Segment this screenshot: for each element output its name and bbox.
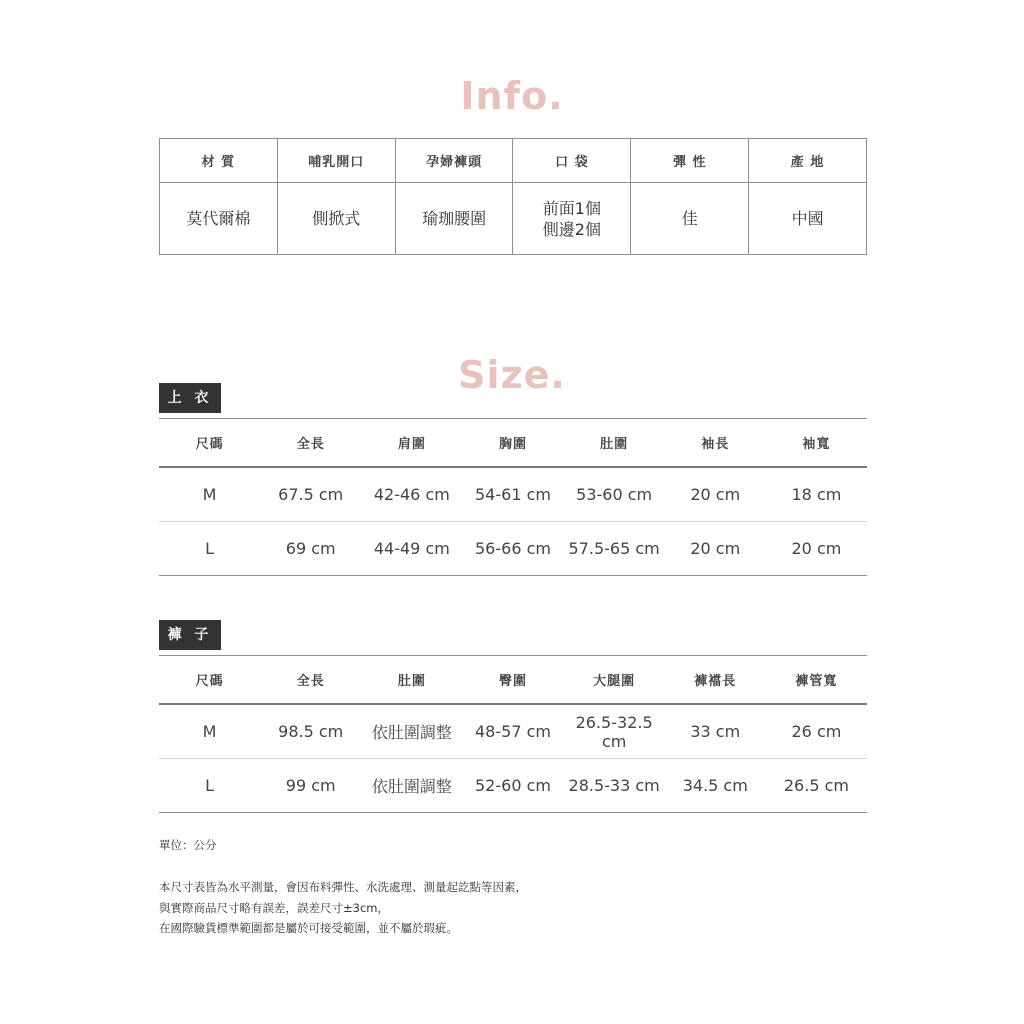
info-header-origin: 產 地 xyxy=(749,139,867,183)
top-header-chest: 胸圍 xyxy=(462,419,563,468)
table-row xyxy=(159,467,867,522)
pants-header-leg-opening: 褲管寬 xyxy=(766,656,867,705)
top-cell: 53-60 cm xyxy=(564,467,665,522)
info-table xyxy=(159,138,867,255)
pants-cell: 52-60 cm xyxy=(462,759,563,813)
pants-header-size: 尺碼 xyxy=(159,656,260,705)
top-cell: 69 cm xyxy=(260,522,361,576)
pants-cell: 99 cm xyxy=(260,759,361,813)
pants-cell: 33 cm xyxy=(665,704,766,759)
disclaimer-line: 本尺寸表皆為水平測量，會因布料彈性、水洗處理、測量起訖點等因素， xyxy=(159,880,527,894)
unit-note: 單位：公分 xyxy=(159,838,217,852)
pants-cell: L xyxy=(159,759,260,813)
top-cell: L xyxy=(159,522,260,576)
top-size-table xyxy=(159,418,867,576)
info-value-elasticity: 佳 xyxy=(631,183,749,255)
top-header-length: 全長 xyxy=(260,419,361,468)
pants-cell: 26.5-32.5 cm xyxy=(564,704,665,759)
top-cell: 67.5 cm xyxy=(260,467,361,522)
disclaimer-line: 在國際驗貨標準範圍都是屬於可接受範圍，並不屬於瑕疵。 xyxy=(159,921,458,935)
top-header-belly: 肚圍 xyxy=(564,419,665,468)
pants-cell: 28.5-33 cm xyxy=(564,759,665,813)
pants-cell: 依肚圍調整 xyxy=(361,759,462,813)
top-cell: 20 cm xyxy=(766,522,867,576)
pants-cell: 48-57 cm xyxy=(462,704,563,759)
top-cell: 20 cm xyxy=(665,467,766,522)
info-header-row xyxy=(160,139,867,183)
pants-header-rise: 褲襠長 xyxy=(665,656,766,705)
pants-header-row xyxy=(159,656,867,705)
pants-cell: 34.5 cm xyxy=(665,759,766,813)
table-row xyxy=(159,759,867,813)
top-cell: 44-49 cm xyxy=(361,522,462,576)
top-header-row xyxy=(159,419,867,468)
info-header-waistband: 孕婦褲頭 xyxy=(395,139,513,183)
pants-header-hip: 臀圍 xyxy=(462,656,563,705)
info-value-pocket-side: 側邊2個 xyxy=(542,219,601,239)
info-value-waistband: 瑜珈腰圍 xyxy=(395,183,513,255)
table-row xyxy=(159,522,867,576)
pants-section-label: 褲 子 xyxy=(159,620,221,650)
measurement-disclaimer xyxy=(159,877,527,939)
info-value-nursing-opening: 側掀式 xyxy=(277,183,395,255)
top-header-sleeve-width: 袖寬 xyxy=(766,419,867,468)
pants-cell: 98.5 cm xyxy=(260,704,361,759)
pants-cell: 依肚圍調整 xyxy=(361,704,462,759)
top-cell: 54-61 cm xyxy=(462,467,563,522)
pants-size-table xyxy=(159,655,867,813)
info-header-material: 材 質 xyxy=(160,139,278,183)
top-header-sleeve-length: 袖長 xyxy=(665,419,766,468)
pants-cell: 26.5 cm xyxy=(766,759,867,813)
table-row xyxy=(159,704,867,759)
info-value-material: 莫代爾棉 xyxy=(160,183,278,255)
info-value-origin: 中國 xyxy=(749,183,867,255)
info-value-row xyxy=(160,183,867,255)
top-cell: 18 cm xyxy=(766,467,867,522)
info-value-pocket-front: 前面1個 xyxy=(542,198,601,218)
pants-cell: M xyxy=(159,704,260,759)
info-header-elasticity: 彈 性 xyxy=(631,139,749,183)
pants-header-thigh: 大腿圍 xyxy=(564,656,665,705)
pants-header-length: 全長 xyxy=(260,656,361,705)
info-heading: Info. xyxy=(460,74,564,118)
top-cell: 42-46 cm xyxy=(361,467,462,522)
top-cell: M xyxy=(159,467,260,522)
info-header-pocket: 口 袋 xyxy=(513,139,631,183)
top-header-shoulder: 肩圍 xyxy=(361,419,462,468)
top-cell: 20 cm xyxy=(665,522,766,576)
size-heading: Size. xyxy=(458,353,566,397)
top-cell: 57.5-65 cm xyxy=(564,522,665,576)
disclaimer-line: 與實際商品尺寸略有誤差，誤差尺寸±3cm， xyxy=(159,900,389,915)
pants-cell: 26 cm xyxy=(766,704,867,759)
top-header-size: 尺碼 xyxy=(159,419,260,468)
pants-header-belly: 肚圍 xyxy=(361,656,462,705)
info-value-pocket xyxy=(513,183,631,255)
top-section-label: 上 衣 xyxy=(159,383,221,413)
top-cell: 56-66 cm xyxy=(462,522,563,576)
info-header-nursing-opening: 哺乳開口 xyxy=(277,139,395,183)
